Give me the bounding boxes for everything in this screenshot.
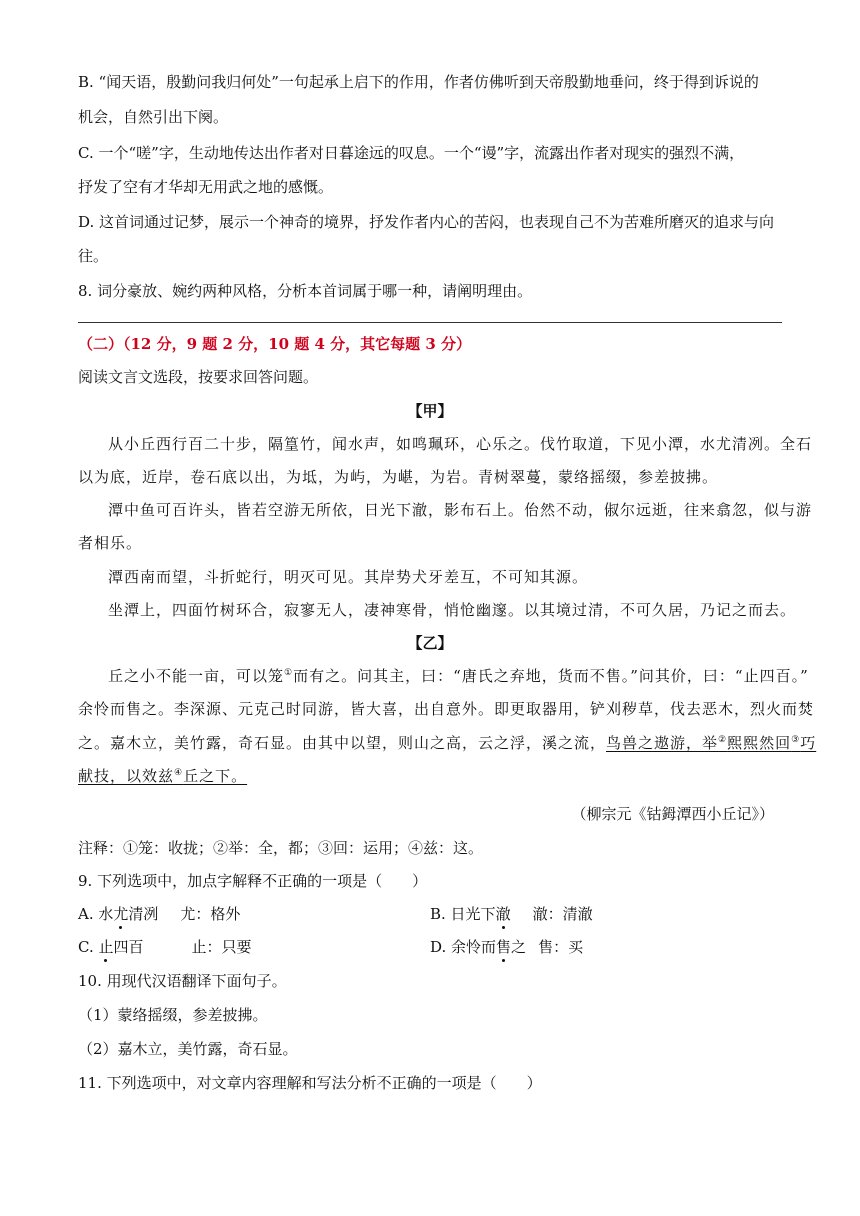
passage-jia-line: 潭西南而望，斗折蛇行，明灭可见。其岸势犬牙差互，不可知其源。 xyxy=(108,568,589,586)
option-d-line-2: 往。 xyxy=(78,247,109,265)
passage-source: （柳宗元《钴鉧潭西小丘记》） xyxy=(571,805,774,823)
q9-option-a: A. 水尤清冽 尤：格外 xyxy=(78,905,241,923)
option-c-line-1: C. 一个“嗟”字，生动地传达出作者对日暮途远的叹息。一个“谩”字，流露出作者对现实的强烈不满， xyxy=(78,144,745,162)
q9-option-c: C. 止四百 止：只要 xyxy=(78,938,252,956)
question-11: 11. 下列选项中，对文章内容理解和写法分析不正确的一项是（ ） xyxy=(78,1074,542,1092)
q10-sentence-1: （1）蒙络摇缀，参差披拂。 xyxy=(78,1006,268,1024)
option-d-line-1: D. 这首词通过记梦，展示一个神奇的境界，抒发作者内心的苦闷，也表现自己不为苦难所磨灭的追求与向 xyxy=(78,213,775,231)
passage-jia-line: 以为底，近岸，卷石底以出，为坻，为屿，为嵁，为岩。青树翠蔓，蒙络摇缀，参差披拂。 xyxy=(78,468,719,486)
section-divider xyxy=(78,322,782,323)
passage-yi-line xyxy=(78,766,247,786)
underlined-sentence: 献技，以效兹④丘之下。 xyxy=(78,767,248,785)
passage-yi-line: 之。嘉木立，美竹露，奇石显。由其中以望，则山之高，云之浮，溪之流，鸟兽之遨游，举②熙熙然回③巧 xyxy=(78,734,817,752)
underlined-sentence: 鸟兽之遨游，举②熙熙然回③巧 xyxy=(606,734,817,752)
question-10: 10. 用现代汉语翻译下面句子。 xyxy=(78,972,287,990)
q9-option-b: B. 日光下澈 澈：清澈 xyxy=(430,905,593,923)
passage-yi-line: 余怜而售之。李深源、元克己时同游，皆大喜，出自意外。即更取器用，铲刈秽草，伐去恶木，烈火而焚 xyxy=(78,700,815,718)
section-2-heading: （二）（12 分，9 题 2 分，10 题 4 分，其它每题 3 分） xyxy=(78,335,471,353)
passage-jia-line: 者相乐。 xyxy=(78,534,143,552)
passage-yi-line: 丘之小不能一亩，可以笼①而有之。问其主，曰：“唐氏之弃地，货而不售。”问其价，曰：“止四百。” xyxy=(108,667,809,685)
annotation-notes: 注释：①笼：收拢；②举：全，都；③回：运用；④兹：这。 xyxy=(78,839,484,857)
passage-jia-line: 潭中鱼可百许头，皆若空游无所依，日光下澈，影布石上。佁然不动，俶尔远逝，往来翕忽，似与游 xyxy=(108,501,813,519)
question-9: 9. 下列选项中，加点字解释不正确的一项是（ ） xyxy=(78,872,428,890)
section-2-instruction: 阅读文言文选段，按要求回答问题。 xyxy=(78,368,319,386)
passage-jia-line: 坐潭上，四面竹树环合，寂寥无人，凄神寒骨，悄怆幽邃。以其境过清，不可久居，乃记之而去。 xyxy=(108,601,797,619)
passage-jia-line: 从小丘西行百二十步，隔篁竹，闻水声，如鸣珮环，心乐之。伐竹取道，下见小潭，水尤清冽。全石 xyxy=(108,435,813,453)
option-b-line-1: B. “闻天语，殷勤问我归何处”一句起承上启下的作用，作者仿佛听到天帝殷勤地垂问，终于得到诉说的 xyxy=(78,73,759,91)
q10-sentence-2: （2）嘉木立，美竹露，奇石显。 xyxy=(78,1040,298,1058)
option-c-line-2: 抒发了空有才华却无用武之地的感慨。 xyxy=(78,178,334,196)
q9-option-d: D. 余怜而售之 售：买 xyxy=(430,938,584,956)
footnote-mark: ① xyxy=(284,668,294,678)
passage-jia-title: 【甲】 xyxy=(407,402,453,420)
passage-yi-title: 【乙】 xyxy=(407,634,453,652)
question-8: 8. 词分豪放、婉约两种风格，分析本首词属于哪一种，请阐明理由。 xyxy=(78,282,533,300)
option-b-line-2: 机会，自然引出下阕。 xyxy=(78,108,229,126)
